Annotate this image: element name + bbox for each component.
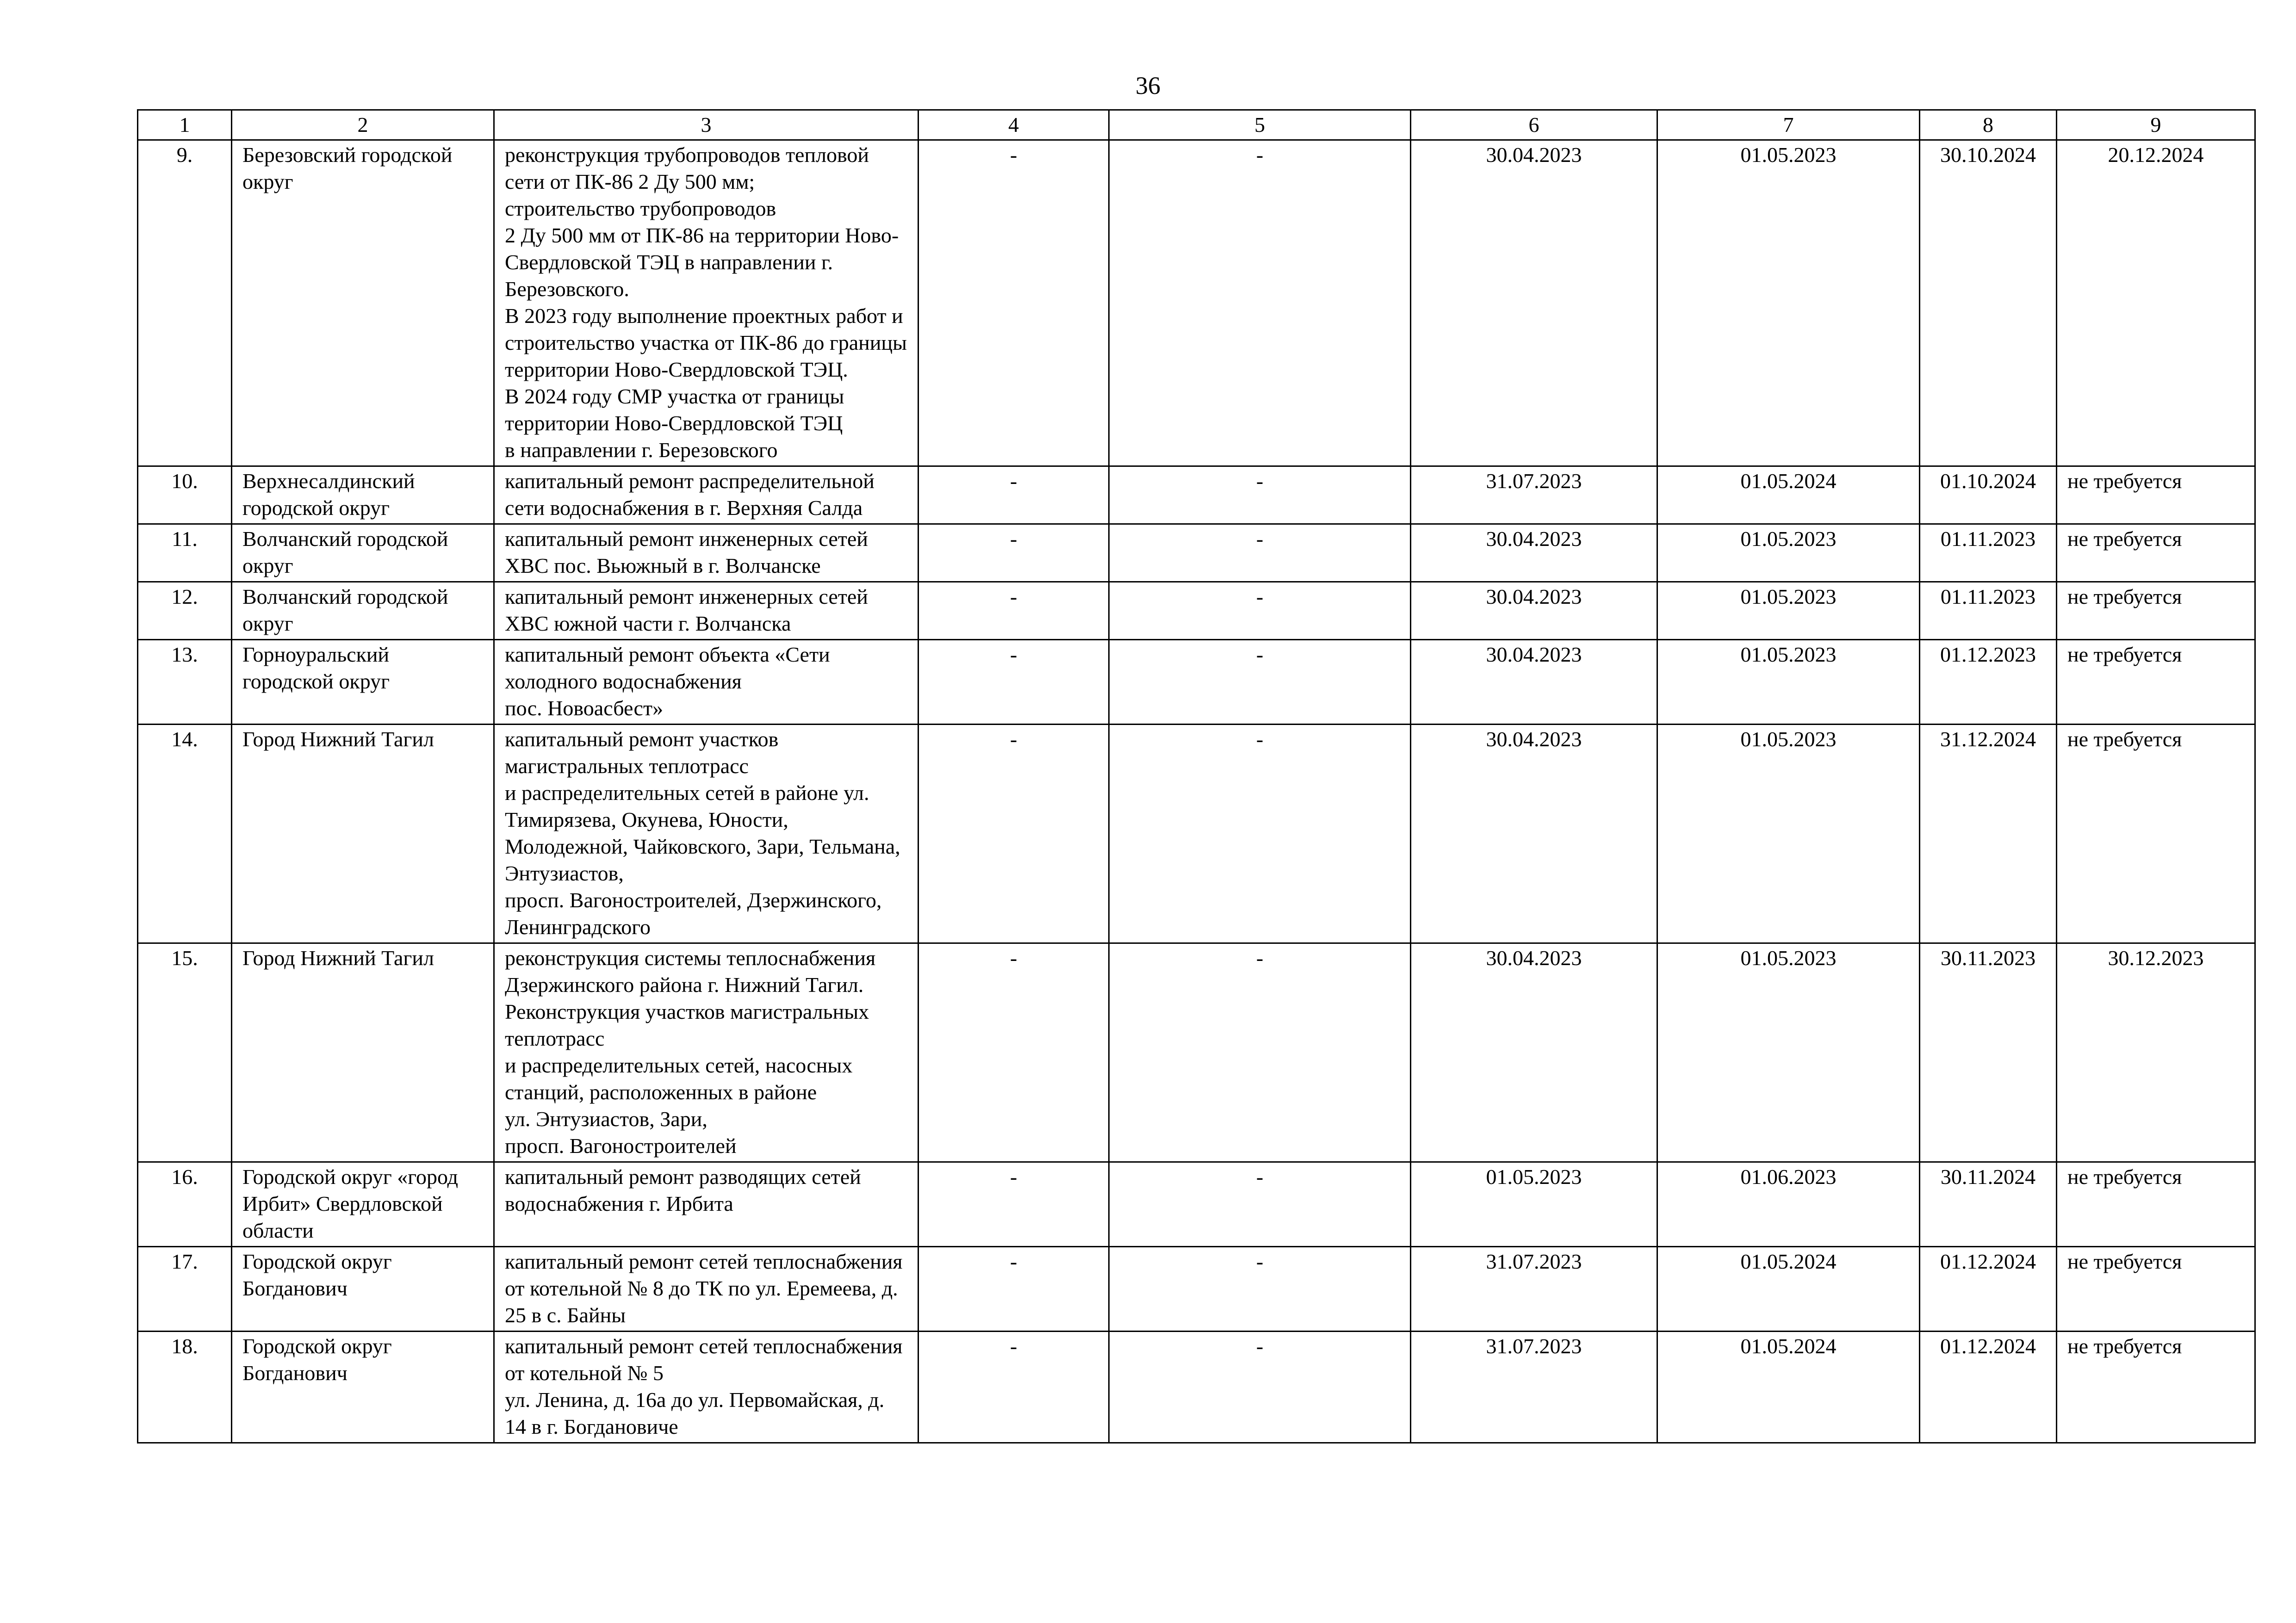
- table-row: [138, 1247, 2255, 1332]
- header-cell: 4: [918, 110, 1109, 140]
- municipality-cell: Городской округ Богданович: [232, 1247, 494, 1332]
- row-number-cell: 14.: [138, 725, 232, 943]
- description-cell: капитальный ремонт сетей теплоснабжения от котельной № 8 до ТК по ул. Еремеева, д. 25 в с. Байны: [494, 1247, 918, 1332]
- col8-date-cell: 30.10.2024: [1920, 140, 2057, 466]
- row-number-cell: 11.: [138, 524, 232, 582]
- col6-date-cell: 31.07.2023: [1411, 1247, 1657, 1332]
- col9-cell: не требуется: [2057, 466, 2255, 524]
- col4-cell: -: [918, 582, 1109, 640]
- col6-date-cell: 30.04.2023: [1411, 640, 1657, 725]
- municipality-cell: Город Нижний Тагил: [232, 725, 494, 943]
- projects-table: [137, 109, 2256, 1443]
- col7-date-cell: 01.05.2023: [1657, 640, 1920, 725]
- description-cell: реконструкция системы теплоснабжения Дзержинского района г. Нижний Тагил. Реконструкция участков магистральных теплотрасс и распределительных сетей, насосных станций, расположенных в районе ул. Энтузиастов, Зари, просп. Вагоностроителей: [494, 943, 918, 1162]
- col9-cell: не требуется: [2057, 524, 2255, 582]
- col8-date-cell: 01.12.2023: [1920, 640, 2057, 725]
- col6-date-cell: 01.05.2023: [1411, 1162, 1657, 1247]
- col7-date-cell: 01.06.2023: [1657, 1162, 1920, 1247]
- description-cell: капитальный ремонт сетей теплоснабжения от котельной № 5 ул. Ленина, д. 16а до ул. Первомайская, д. 14 в г. Богдановиче: [494, 1332, 918, 1443]
- municipality-cell: Горноуральский городской округ: [232, 640, 494, 725]
- col6-date-cell: 30.04.2023: [1411, 725, 1657, 943]
- col5-cell: -: [1109, 466, 1411, 524]
- col5-cell: -: [1109, 524, 1411, 582]
- municipality-cell: Волчанский городской округ: [232, 582, 494, 640]
- description-cell: капитальный ремонт распределительной сети водоснабжения в г. Верхняя Салда: [494, 466, 918, 524]
- col7-date-cell: 01.05.2023: [1657, 140, 1920, 466]
- col6-date-cell: 30.04.2023: [1411, 582, 1657, 640]
- table-row: [138, 1162, 2255, 1247]
- municipality-cell: Верхнесалдинский городской округ: [232, 466, 494, 524]
- header-cell: 9: [2057, 110, 2255, 140]
- row-number-cell: 9.: [138, 140, 232, 466]
- col8-date-cell: 01.12.2024: [1920, 1247, 2057, 1332]
- col4-cell: -: [918, 1162, 1109, 1247]
- col9-cell: не требуется: [2057, 725, 2255, 943]
- col8-date-cell: 01.12.2024: [1920, 1332, 2057, 1443]
- description-cell: капитальный ремонт участков магистральных теплотрасс и распределительных сетей в районе ул. Тимирязева, Окунева, Юности, Молодежной, Чайковского, Зари, Тельмана, Энтузиастов, просп. Вагоностроителей, Дзержинского, Ленинградского: [494, 725, 918, 943]
- col4-cell: -: [918, 943, 1109, 1162]
- col7-date-cell: 01.05.2023: [1657, 943, 1920, 1162]
- col8-date-cell: 30.11.2023: [1920, 943, 2057, 1162]
- header-cell: 3: [494, 110, 918, 140]
- col4-cell: -: [918, 640, 1109, 725]
- col9-cell: не требуется: [2057, 1332, 2255, 1443]
- col5-cell: -: [1109, 640, 1411, 725]
- row-number-cell: 17.: [138, 1247, 232, 1332]
- row-number-cell: 16.: [138, 1162, 232, 1247]
- col4-cell: -: [918, 140, 1109, 466]
- table-row: [138, 524, 2255, 582]
- header-cell: 8: [1920, 110, 2057, 140]
- header-cell: 1: [138, 110, 232, 140]
- col7-date-cell: 01.05.2024: [1657, 1332, 1920, 1443]
- table-row: [138, 466, 2255, 524]
- col5-cell: -: [1109, 1247, 1411, 1332]
- col7-date-cell: 01.05.2024: [1657, 1247, 1920, 1332]
- col7-date-cell: 01.05.2023: [1657, 582, 1920, 640]
- col9-cell: не требуется: [2057, 1247, 2255, 1332]
- col7-date-cell: 01.05.2023: [1657, 725, 1920, 943]
- col4-cell: -: [918, 1247, 1109, 1332]
- description-cell: капитальный ремонт разводящих сетей водоснабжения г. Ирбита: [494, 1162, 918, 1247]
- col9-cell: не требуется: [2057, 582, 2255, 640]
- col9-cell: не требуется: [2057, 1162, 2255, 1247]
- table-row: [138, 140, 2255, 466]
- col4-cell: -: [918, 725, 1109, 943]
- col4-cell: -: [918, 1332, 1109, 1443]
- description-cell: капитальный ремонт инженерных сетей ХВС южной части г. Волчанска: [494, 582, 918, 640]
- col5-cell: -: [1109, 943, 1411, 1162]
- col6-date-cell: 30.04.2023: [1411, 524, 1657, 582]
- col5-cell: -: [1109, 1332, 1411, 1443]
- header-cell: 6: [1411, 110, 1657, 140]
- table-row: [138, 725, 2255, 943]
- col8-date-cell: 01.11.2023: [1920, 524, 2057, 582]
- col5-cell: -: [1109, 1162, 1411, 1247]
- municipality-cell: Город Нижний Тагил: [232, 943, 494, 1162]
- municipality-cell: Городской округ Богданович: [232, 1332, 494, 1443]
- row-number-cell: 18.: [138, 1332, 232, 1443]
- col6-date-cell: 30.04.2023: [1411, 943, 1657, 1162]
- table-header-row: [138, 110, 2255, 140]
- col6-date-cell: 31.07.2023: [1411, 1332, 1657, 1443]
- col4-cell: -: [918, 466, 1109, 524]
- table-row: [138, 943, 2255, 1162]
- table-body: [138, 110, 2255, 1443]
- col8-date-cell: 01.10.2024: [1920, 466, 2057, 524]
- municipality-cell: Городской округ «город Ирбит» Свердловской области: [232, 1162, 494, 1247]
- col9-cell: не требуется: [2057, 640, 2255, 725]
- col9-cell: 30.12.2023: [2057, 943, 2255, 1162]
- col5-cell: -: [1109, 140, 1411, 466]
- description-cell: капитальный ремонт объекта «Сети холодного водоснабжения пос. Новоасбест»: [494, 640, 918, 725]
- header-cell: 7: [1657, 110, 1920, 140]
- col8-date-cell: 01.11.2023: [1920, 582, 2057, 640]
- col9-cell: 20.12.2024: [2057, 140, 2255, 466]
- col7-date-cell: 01.05.2024: [1657, 466, 1920, 524]
- col8-date-cell: 31.12.2024: [1920, 725, 2057, 943]
- row-number-cell: 13.: [138, 640, 232, 725]
- col6-date-cell: 30.04.2023: [1411, 140, 1657, 466]
- table-row: [138, 640, 2255, 725]
- page-number: 36: [1136, 72, 1160, 99]
- col5-cell: -: [1109, 582, 1411, 640]
- header-cell: 2: [232, 110, 494, 140]
- col7-date-cell: 01.05.2023: [1657, 524, 1920, 582]
- col4-cell: -: [918, 524, 1109, 582]
- row-number-cell: 12.: [138, 582, 232, 640]
- table-row: [138, 582, 2255, 640]
- description-cell: капитальный ремонт инженерных сетей ХВС пос. Вьюжный в г. Волчанске: [494, 524, 918, 582]
- description-cell: реконструкция трубопроводов тепловой сети от ПК-86 2 Ду 500 мм; строительство трубопроводов 2 Ду 500 мм от ПК-86 на территории Ново-Свердловской ТЭЦ в направлении г. Березовского. В 2023 году выполнение проектных работ и строительство участка от ПК-86 до границы территории Ново-Свердловской ТЭЦ. В 2024 году СМР участка от границы территории Ново-Свердловской ТЭЦ в направлении г. Березовского: [494, 140, 918, 466]
- row-number-cell: 15.: [138, 943, 232, 1162]
- municipality-cell: Волчанский городской округ: [232, 524, 494, 582]
- col8-date-cell: 30.11.2024: [1920, 1162, 2057, 1247]
- municipality-cell: Березовский городской округ: [232, 140, 494, 466]
- row-number-cell: 10.: [138, 466, 232, 524]
- header-cell: 5: [1109, 110, 1411, 140]
- col5-cell: -: [1109, 725, 1411, 943]
- table-row: [138, 1332, 2255, 1443]
- col6-date-cell: 31.07.2023: [1411, 466, 1657, 524]
